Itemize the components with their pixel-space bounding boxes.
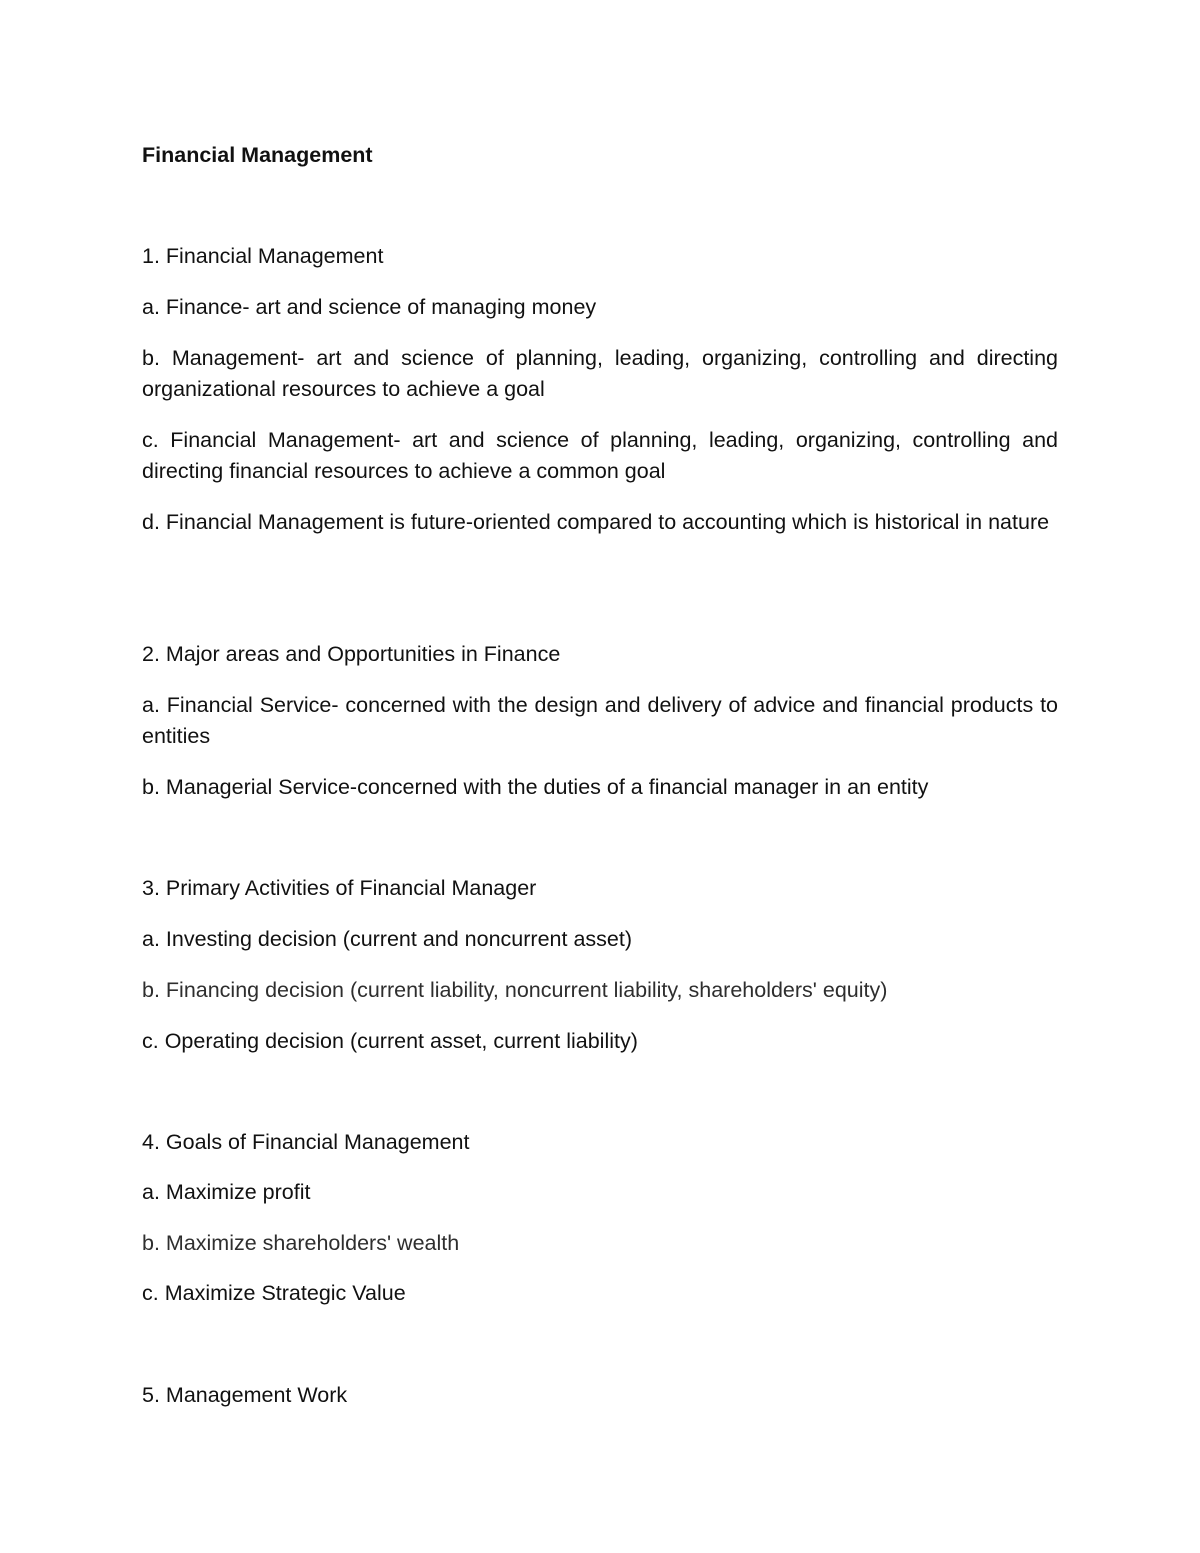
list-item: a. Financial Service- concerned with the design and delivery of advice and financial products to entities — [142, 693, 1058, 748]
list-item: a. Investing decision (current and noncurrent asset) — [142, 927, 632, 951]
section-heading: 1. Financial Management — [142, 244, 384, 268]
section-heading: 2. Major areas and Opportunities in Finance — [142, 642, 561, 666]
list-item: a. Finance- art and science of managing money — [142, 295, 597, 319]
list-item: b. Managerial Service-concerned with the duties of a financial manager in an entity — [142, 775, 929, 799]
list-item: c. Operating decision (current asset, current liability) — [142, 1029, 638, 1053]
section-heading: 5. Management Work — [142, 1383, 348, 1407]
section-heading: 4. Goals of Financial Management — [142, 1130, 470, 1154]
section-heading: 3. Primary Activities of Financial Manager — [142, 876, 537, 900]
list-item: b. Management- art and science of planning, leading, organizing, controlling and directing organizational resources to achieve a goal — [142, 346, 1058, 401]
list-item: c. Financial Management- art and science of planning, leading, organizing, controlling and directing financial resources to achieve a common goal — [142, 428, 1058, 483]
document-title: Financial Management — [142, 143, 373, 167]
list-item: c. Maximize Strategic Value — [142, 1281, 406, 1305]
list-item: a. Maximize profit — [142, 1180, 311, 1204]
list-item: b. Financing decision (current liability, noncurrent liability, shareholders' equity) — [142, 978, 888, 1002]
list-item: d. Financial Management is future-oriented compared to accounting which is historical in nature — [142, 510, 1050, 534]
list-item: b. Maximize shareholders' wealth — [142, 1231, 460, 1255]
